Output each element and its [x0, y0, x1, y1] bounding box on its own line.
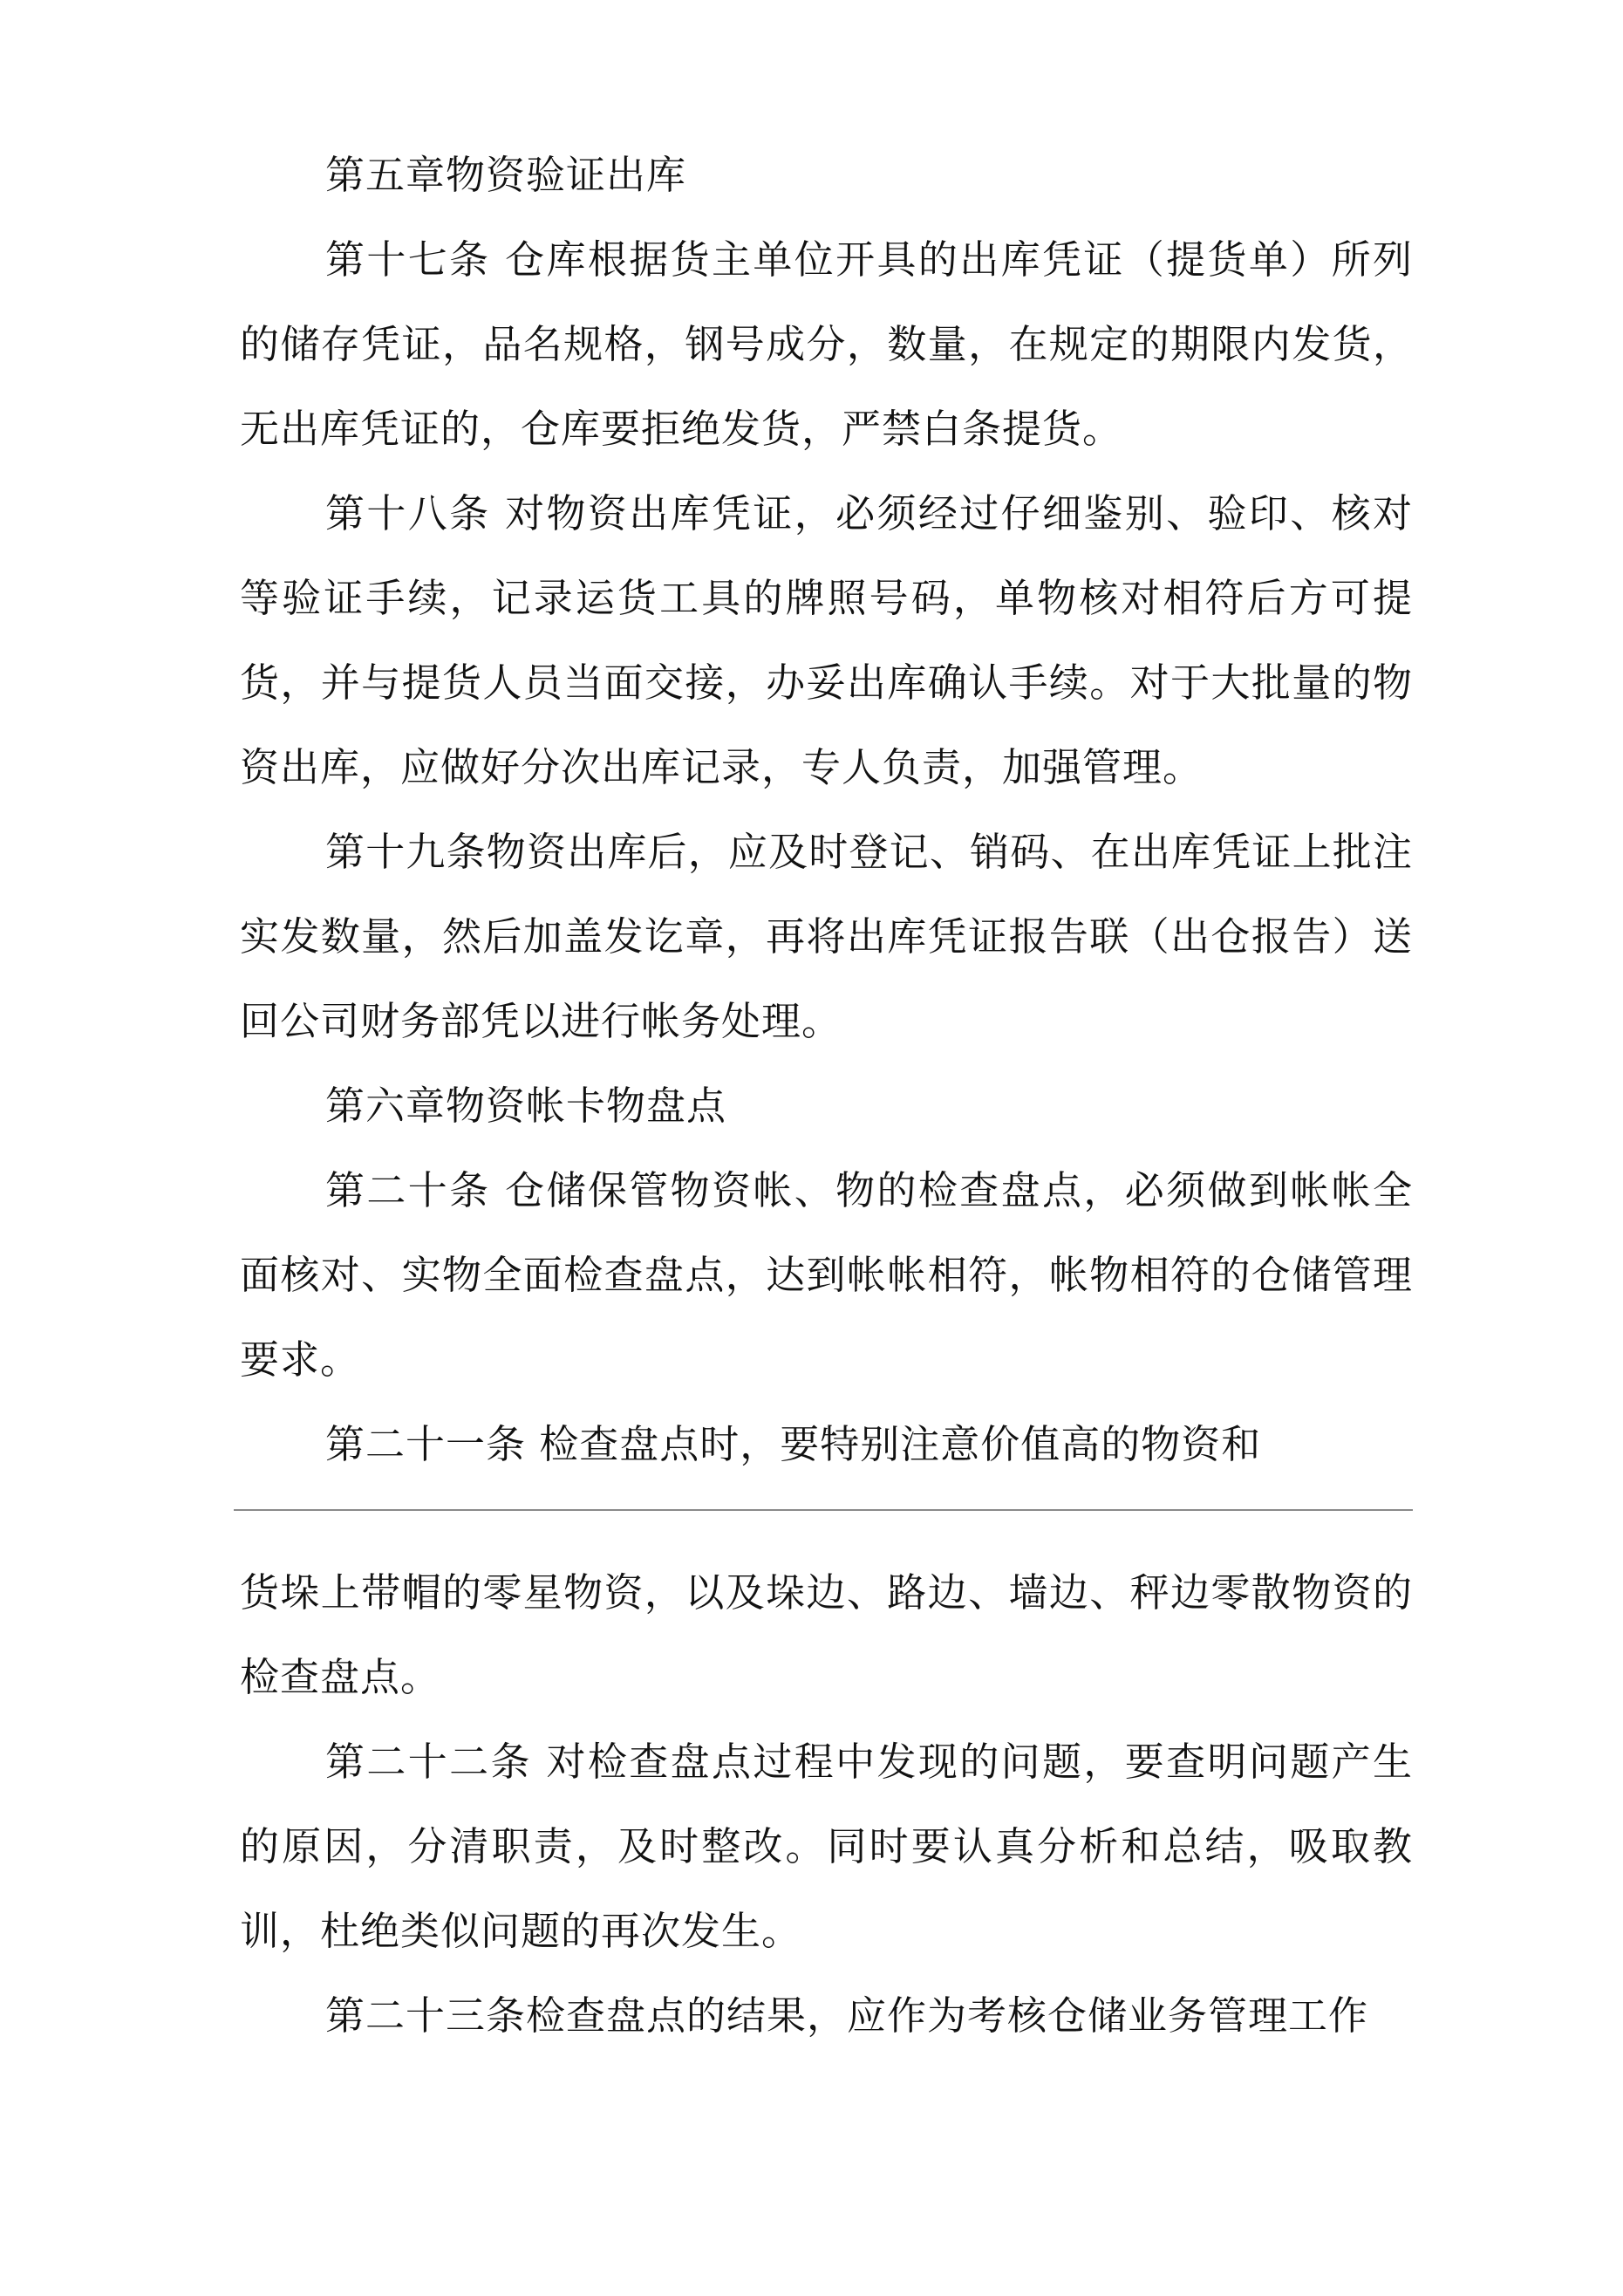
page-part-1 [240, 133, 1413, 1486]
page-break-divider [234, 1509, 1413, 1511]
article-17-paragraph: 第十七条 仓库根据货主单位开具的出库凭证（提货单）所列的储存凭证，品名规格，钢号成分，数量，在规定的期限内发货，无出库凭证的，仓库要拒绝发货，严禁白条提货。 [240, 236, 1413, 452]
article-18-paragraph: 第十八条 对物资出库凭证，必须经过仔细鉴别、验印、核对等验证手续，记录运货工具的牌照号码，单物核对相符后方可提货，并与提货人员当面交接，办妥出库确认手续。对于大批量的物资出库，应做好分次出库记录，专人负责，加强管理。 [240, 490, 1413, 790]
article-21-paragraph-start: 第二十一条 检查盘点时，要特别注意价值高的物资和 [325, 1421, 1262, 1467]
page-part-2 [240, 1550, 1413, 2058]
article-21-paragraph-continued: 货垛上带帽的零星物资，以及垛边、路边、墙边、秤边零散物资的检查盘点。 [240, 1569, 1413, 1700]
article-19-paragraph: 第十九条物资出库后，应及时登记、销码、在出库凭证上批注实发数量，然后加盖发讫章，再将出库凭证报告联（出仓报告）送回公司财务部凭以进行帐务处理。 [240, 829, 1413, 1044]
chapter-5-heading: 第五章物资验证出库 [325, 152, 687, 198]
article-20-paragraph: 第二十条 仓储保管物资帐、物的检查盘点，必须做到帐帐全面核对、实物全面检查盘点，达到帐帐相符，帐物相符的仓储管理要求。 [240, 1167, 1413, 1383]
chapter-6-heading: 第六章物资帐卡物盘点 [325, 1083, 727, 1129]
article-23-paragraph-start: 第二十三条检查盘点的结果，应作为考核仓储业务管理工作 [325, 1992, 1369, 2039]
article-22-paragraph: 第二十二条 对检查盘点过程中发现的问题，要查明问题产生的原因，分清职责，及时整改。同时要认真分析和总结，吸取教训，杜绝类似问题的再次发生。 [240, 1739, 1413, 1954]
